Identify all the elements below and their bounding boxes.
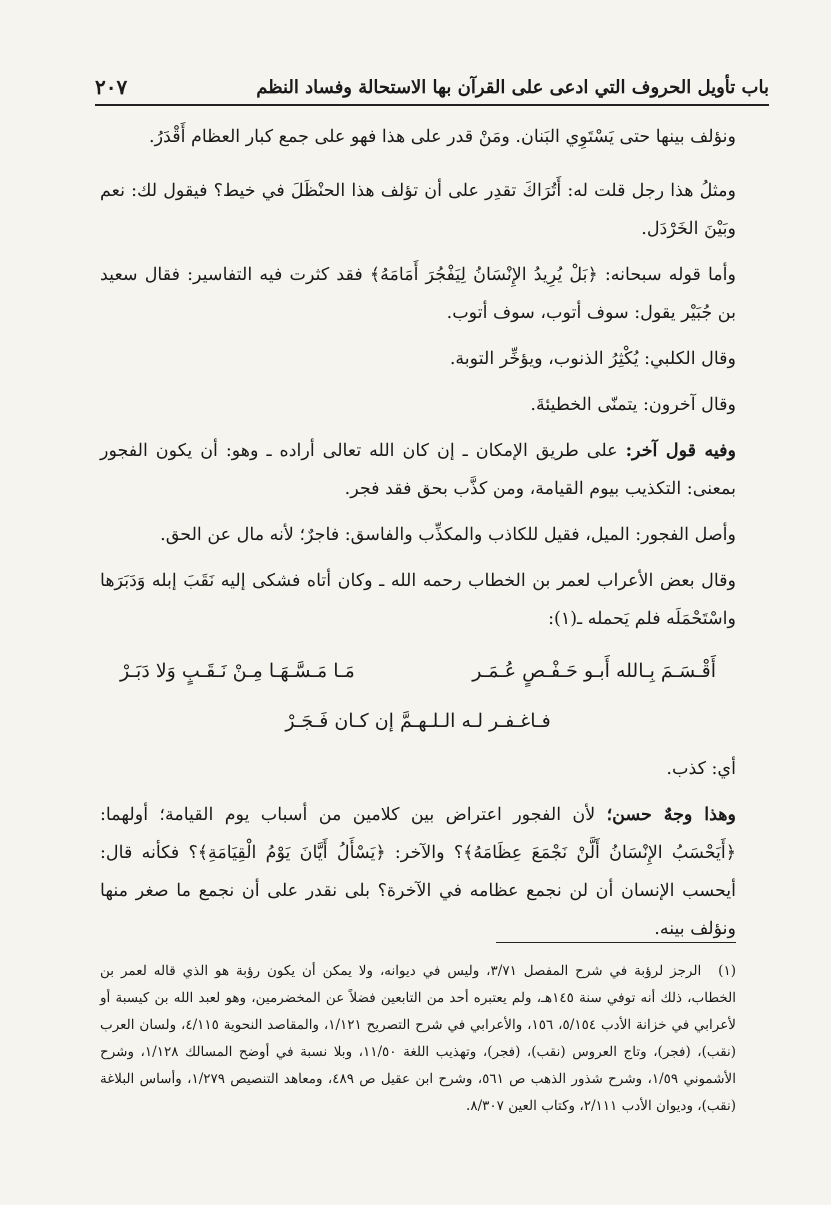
paragraph: وقال آخرون: يتمنّى الخطيئةَ. [530,395,736,415]
paragraph: وأصل الفجور: الميل، فقيل للكاذب والمكذِّب والفاسق: فاجرٌ؛ لأنه مال عن الحق. [160,525,736,545]
poem [100,646,736,746]
paragraph: ومثلُ هذا رجل قلت له: أَتُرَاكَ تقدِر على أن تؤلف هذا الحنْظَلَ في خيط؟ فيقول لك: نعم وبَيْنَ الخَرْدَل. [100,181,736,239]
poem-line: فـاغـفـر لـه الـلـهـمَّ إن كـان فَـجَـرْ [285,710,551,732]
paragraph [100,432,736,508]
footnote-text: الرجز لرؤبة في شرح المفصل ٣/٧١، وليس في ديوانه، ولا يمكن أن يكون رؤبة هو الذي قاله لعمر بن الخطاب، ذلك أنه توفي سنة ١٤٥هـ، ولم يعتبره أحد من التابعين فضلاً عن المخضرمين، وهو لعبد الله بن كيسبة أو لأعرابي في خزانة الأدب ٥/١٥٤، ١٥٦، والأعرابي في شرح التصريح ١/١٢١، والمقاصد النحوية ٤/١١٥، ولسان العرب (نقب)، (فجر)، وتاج العروس (نقب)، (فجر)، وتهذيب اللغة ١١/٥٠، وبلا نسبة في أوضح المسالك ١/١٢٨، وشرح الأشموني ١/٥٩، وشرح شذور الذهب ص ٥٦١، وشرح ابن عقيل ص ٤٨٩، ومعاهد التنصيص ١/٢٧٩، وأساس البلاغة (نقب)، وديوان الأدب ٢/١١١، وكتاب العين ٨/٣٠٧. [100,963,736,1114]
footnote [100,958,736,1120]
paragraph-lead: وهذا وجهٌ حسن؛ [606,805,736,825]
footnote-separator [496,942,736,943]
hemistich: مَـا مَـسَّـهَـا مِـنْ نَـقَـبٍ وَلا دَبَـرْ [120,660,355,682]
running-header [95,70,769,106]
paragraph-text: على طريق الإمكان ـ إن كان الله تعالى أراده ـ وهو: أن يكون الفجور بمعنى: التكذيب بيوم القيامة، ومن كذَّب بحق فقد فجر. [100,441,736,499]
paragraph-text: لأن الفجور اعتراض بين كلامين من أسباب يوم القيامة؛ أولهما: ﴿أَيَحْسَبُ الإِنْسَانُ أَلَّنْ نَجْمَعَ عِظَامَهُ﴾؟ والآخر: ﴿يَسْأَلُ أَيَّانَ يَوْمُ الْقِيَامَةِ﴾؟ فكأنه قال: أيحسب الإنسان أن لن نجمع عظامه في الآخرة؟ بلى نقدر على أن نجمع ما صغر منها ونؤلف بينه. [100,805,736,939]
paragraph: وأما قوله سبحانه: ﴿بَلْ يُرِيدُ الإِنْسَانُ لِيَفْجُرَ أَمَامَهُ﴾ فقد كثرت فيه التفاسير: فقال سعيد بن جُبَيْر يقول: سوف أتوب، سوف أتوب. [100,265,736,323]
hemistich: أَقْـسَـمَ بِـالله أَبـو حَـفْـصٍ عُـمَـر [472,660,716,682]
paragraph: وقال الكلبي: يُكْثِرُ الذنوب، ويؤخِّر التوبة. [449,349,736,369]
poem-line [100,646,736,696]
paragraph: أي: كذب. [666,759,736,779]
paragraph-lead: وفيه قول آخر: [625,441,736,461]
paragraph: وقال بعض الأعراب لعمر بن الخطاب رحمه الله ـ وكان أتاه فشكى إليه نَقَبَ إبله وَدَبَرَها واسْتَحْمَلَه فلم يَحمله ـ(١): [100,571,736,629]
main-text [100,118,736,956]
chapter-title: باب تأويل الحروف التي ادعى على القرآن بها الاستحالة وفساد النظم [256,76,769,98]
footnote-number: (١) [718,963,736,979]
paragraph: ونؤلف بينها حتى يَسْتَوِي البَنان. ومَنْ قدر على هذا فهو على جمع كبار العظام أَقْدَرُ. [149,127,736,147]
page-number: ٢٠٧ [95,75,128,99]
paragraph [100,796,736,948]
